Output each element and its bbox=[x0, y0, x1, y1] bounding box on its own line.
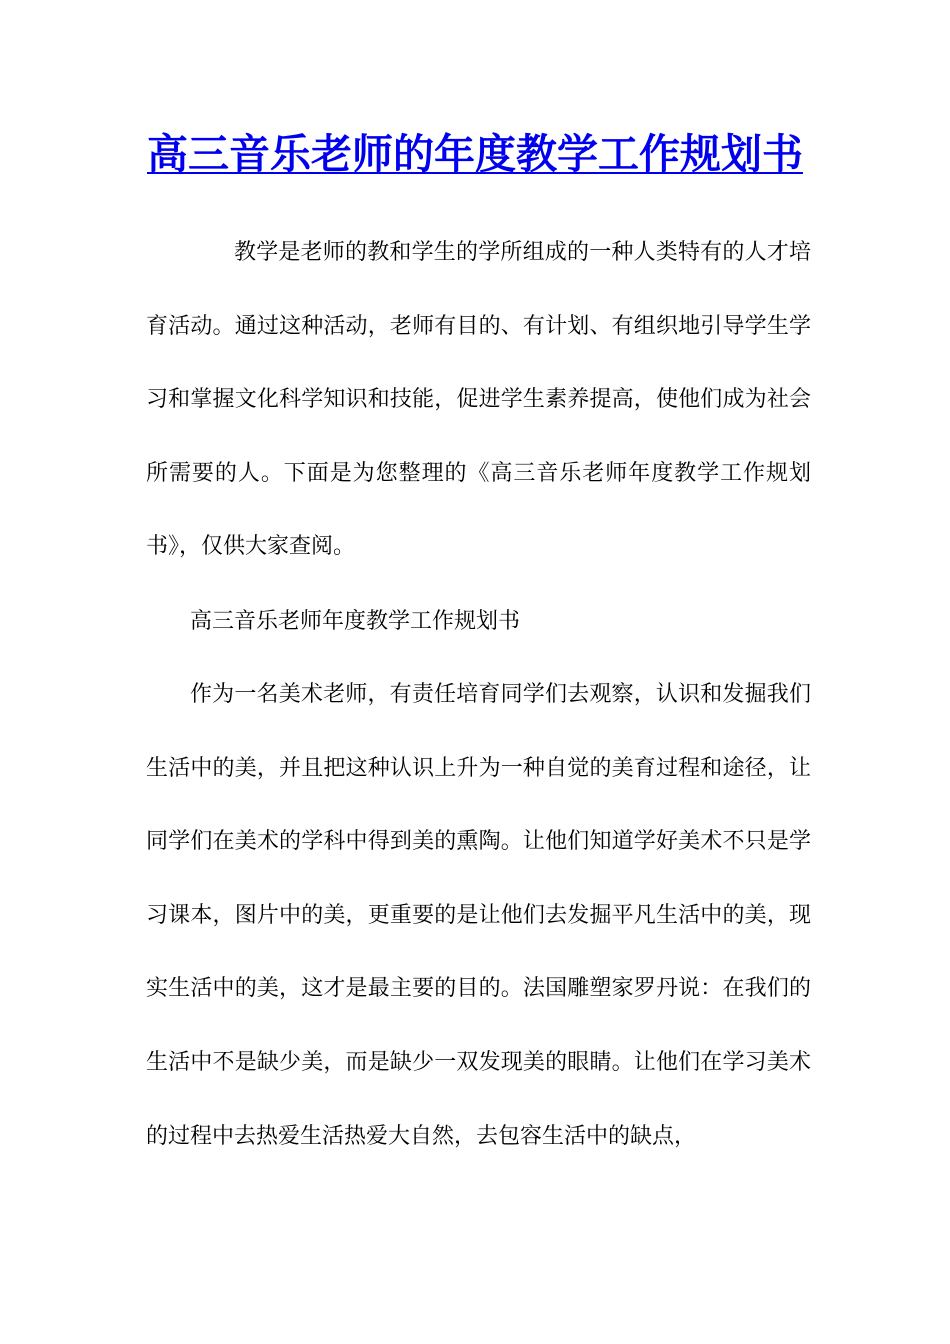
intro-paragraph: 教学是老师的教和学生的学所组成的一种人类特有的人才培育活动。通过这种活动，老师有目的、有计划、有组织地引导学生学习和掌握文化科学知识和技能，促进学生素养提高，使他们成为社会所需要的人。下面是为您整理的《高三音乐老师年度教学工作规划书》，仅供大家查阅。 bbox=[146, 240, 811, 560]
body-paragraph: 作为一名美术老师，有责任培育同学们去观察，认识和发掘我们生活中的美，并且把这种认识上升为一种自觉的美育过程和途径，让同学们在美术的学科中得到美的熏陶。让他们知道学好美术不只是学习课本，图片中的美，更重要的是让他们去发掘平凡生活中的美，现实生活中的美，这才是最主要的目的。法国雕塑家罗丹说：在我们的生活中不是缺少美，而是缺少一双发现美的眼睛。让他们在学习美术的过程中去热爱生活热爱大自然，去包容生活中的缺点， bbox=[146, 682, 811, 1149]
document-title-link[interactable]: 高三音乐老师的年度教学工作规划书 bbox=[147, 130, 803, 178]
section-heading: 高三音乐老师年度教学工作规划书 bbox=[190, 609, 521, 634]
